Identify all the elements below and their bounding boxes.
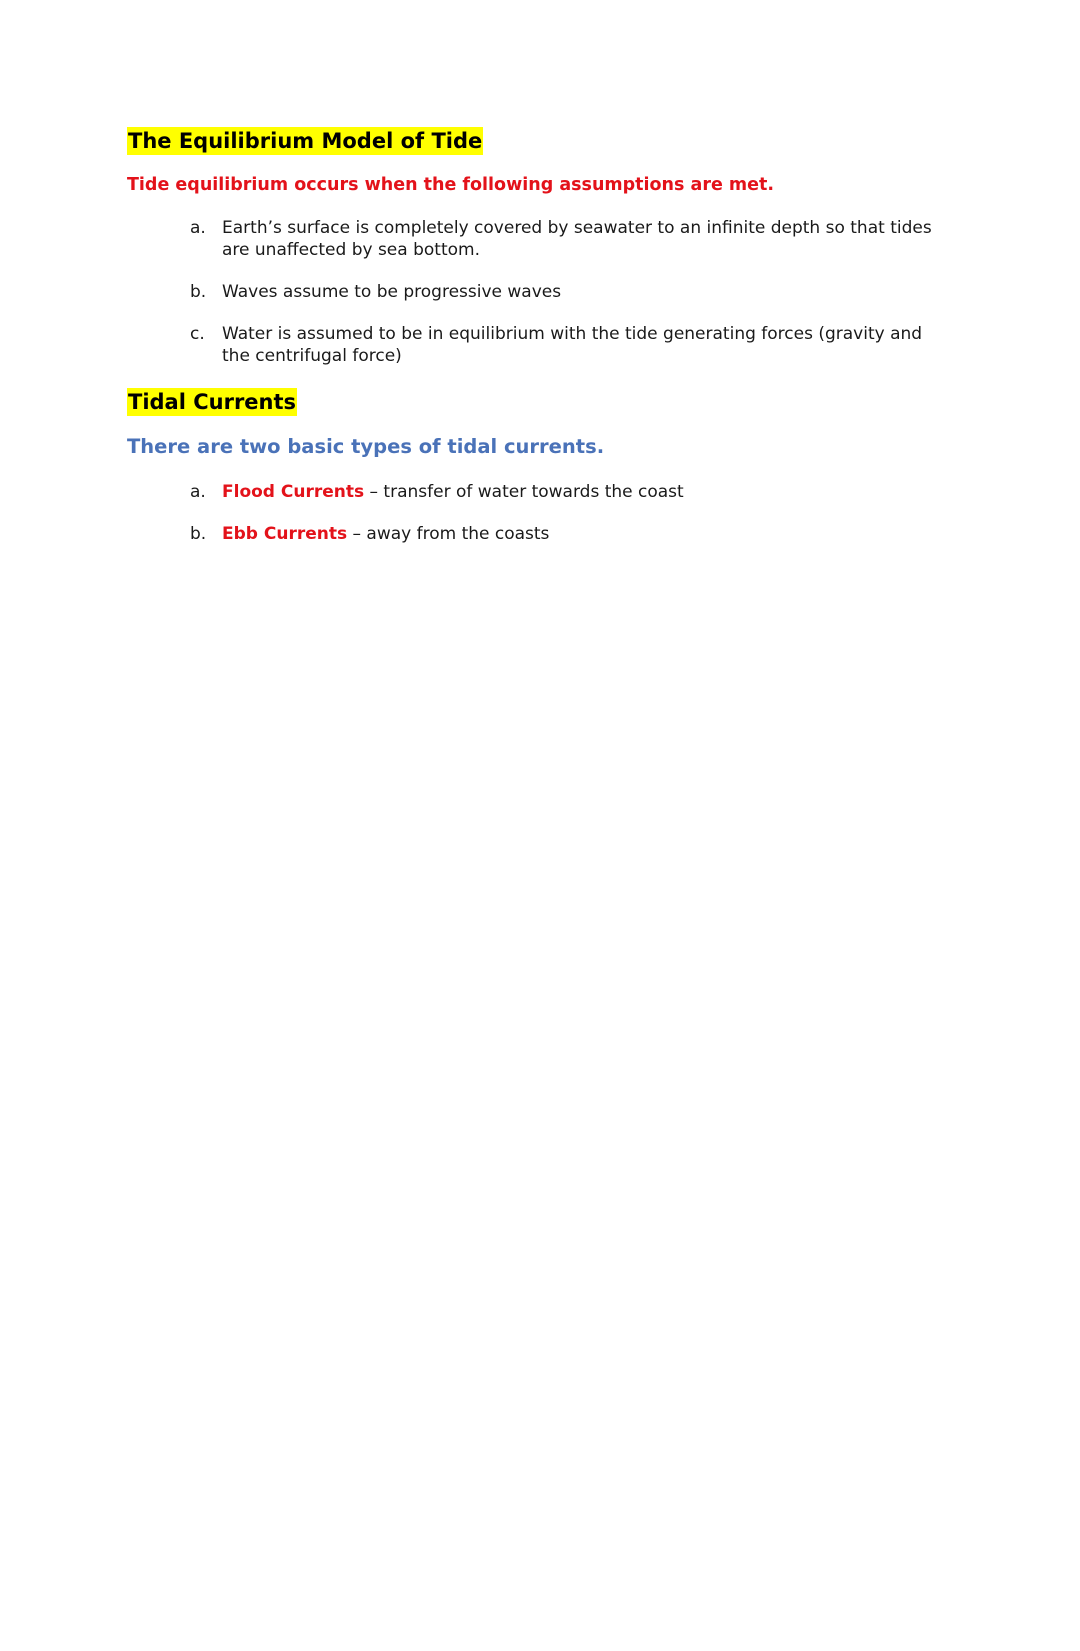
tidal-currents-intro: There are two basic types of tidal currents.: [127, 435, 605, 458]
assumptions-list: [190, 217, 950, 387]
ebb-currents-term: Ebb Currents: [222, 524, 348, 544]
list-marker: a.: [190, 482, 206, 502]
section-heading-equilibrium-model: The Equilibrium Model of Tide: [128, 129, 483, 153]
list-marker: a.: [190, 218, 206, 238]
flood-currents-term: Flood Currents: [222, 482, 365, 502]
equilibrium-intro: Tide equilibrium occurs when the following assumptions are met.: [127, 175, 775, 195]
list-item-text: – transfer of water towards the coast: [364, 482, 684, 502]
tidal-currents-list: [190, 481, 950, 565]
list-item-text: – away from the coasts: [347, 524, 550, 544]
list-item: [190, 323, 950, 367]
list-item: [190, 281, 950, 303]
list-item-text: Earth’s surface is completely covered by seawater to an infinite depth so that tides are unaffected by sea bottom.: [222, 218, 932, 260]
list-item: [190, 481, 950, 503]
list-item-text: Water is assumed to be in equilibrium with the tide generating forces (gravity and the centrifugal force): [222, 324, 923, 366]
list-item-text: Waves assume to be progressive waves: [222, 282, 562, 302]
list-item: [190, 523, 950, 545]
list-item: [190, 217, 950, 261]
list-marker: b.: [190, 282, 207, 302]
list-marker: c.: [190, 324, 205, 344]
list-marker: b.: [190, 524, 207, 544]
section-heading-tidal-currents: Tidal Currents: [128, 390, 297, 414]
